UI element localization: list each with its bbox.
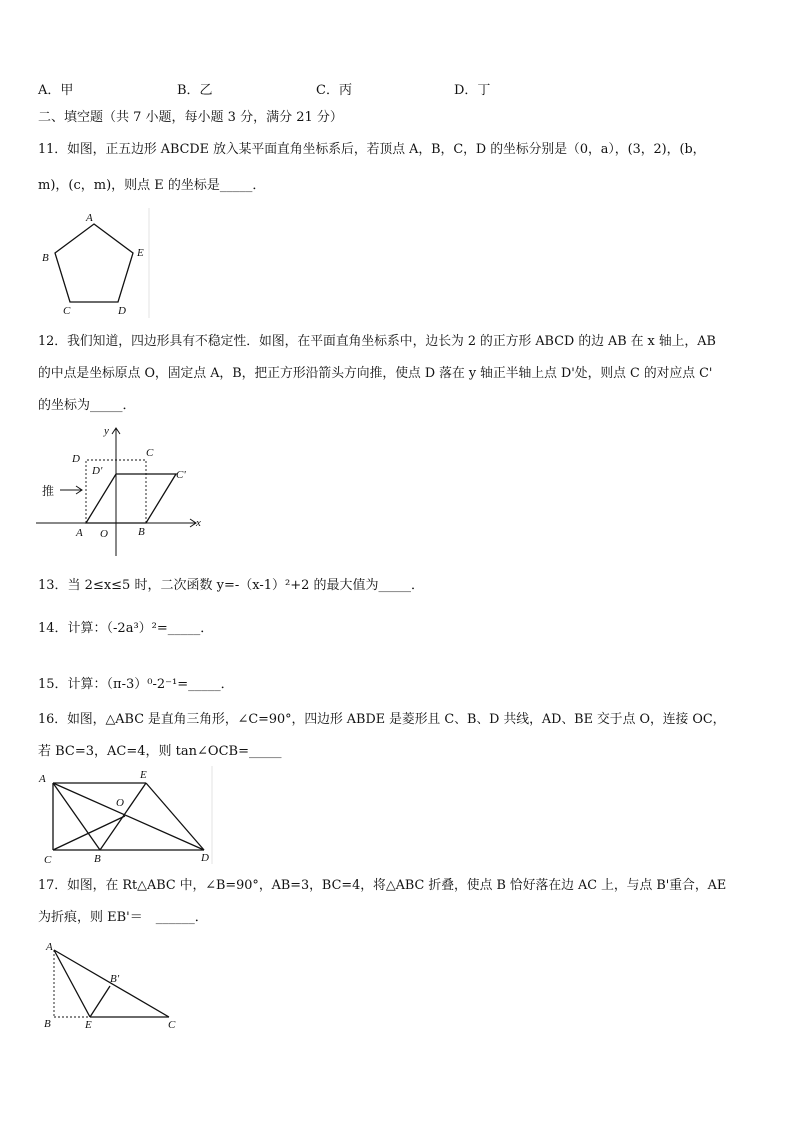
label-C: C: [168, 1019, 176, 1031]
q12-line1: 12．我们知道，四边形具有不稳定性．如图，在平面直角坐标系中，边长为 2 的正方形 ABCD 的边 AB 在 x 轴上，AB: [38, 334, 716, 349]
fold-triangle-figure: [38, 938, 188, 1034]
label-y: y: [104, 425, 109, 437]
q15-text: 15．计算：（π-3）⁰-2⁻¹=_____．: [38, 677, 234, 692]
label-D: D: [118, 305, 126, 317]
q17-line1: 17．如图，在 Rt△ABC 中，∠B=90°，AB=3，BC=4，将△ABC 折叠，使点 B 恰好落在边 AC 上，与点 B'重合，AE: [38, 878, 727, 893]
label-A: A: [76, 527, 83, 539]
q11-line1: 11．如图，正五边形 ABCDE 放入某平面直角坐标系后，若顶点 A，B，C，D 的坐标分别是（0，a），(3，2)，(b，: [38, 142, 706, 157]
label-B-prime: B': [110, 973, 120, 985]
q12-line3: 的坐标为_____．: [38, 398, 136, 413]
q16-line2: 若 BC=3，AC=4，则 tan∠OCB=_____: [38, 744, 282, 759]
label-E: E: [137, 247, 144, 259]
label-x: x: [196, 517, 201, 529]
label-A: A: [46, 941, 53, 953]
parallelogram: [86, 474, 176, 523]
label-O: O: [100, 528, 108, 540]
label-C-prime: C': [176, 469, 186, 481]
option-c: C．丙: [316, 83, 352, 98]
label-D: D: [201, 852, 209, 864]
label-B: B: [42, 252, 49, 264]
label-D: D: [72, 453, 80, 465]
option-a: A．甲: [38, 83, 74, 98]
q12-line2: 的中点是坐标原点 O，固定点 A，B，把正方形沿箭头方向推，使点 D 落在 y 轴正半轴上点 D'处，则点 C 的对应点 C': [38, 366, 713, 381]
q13-text: 13．当 2≤x≤5 时，二次函数 y=-（x-1）²+2 的最大值为_____．: [38, 578, 425, 593]
q17-line2: 为折痕，则 EB'＝ ______．: [38, 910, 208, 925]
parallelogram-axes-figure: [36, 422, 216, 556]
label-A: A: [86, 212, 93, 224]
label-E: E: [140, 769, 147, 781]
label-D-prime: D': [92, 465, 103, 477]
q16-line1: 16．如图，△ABC 是直角三角形，∠C=90°，四边形 ABDE 是菱形且 C、B、D 共线，AD、BE 交于点 O，连接 OC，: [38, 712, 726, 727]
section-heading: 二、填空题（共 7 小题，每小题 3 分，满分 21 分）: [38, 110, 343, 125]
label-C: C: [63, 305, 71, 317]
label-B: B: [138, 526, 145, 538]
label-O: O: [116, 797, 124, 809]
label-push: 推: [42, 484, 55, 498]
q14-text: 14．计算：（-2a³）²=_____．: [38, 621, 214, 636]
option-d: D．丁: [454, 83, 491, 98]
label-E: E: [85, 1019, 92, 1031]
label-A: A: [39, 773, 46, 785]
pentagon-figure: [36, 208, 152, 320]
label-C: C: [44, 854, 52, 866]
label-B: B: [94, 853, 101, 865]
rhombus-figure: [36, 766, 216, 866]
label-B: B: [44, 1018, 51, 1030]
q11-line2: m)，(c，m)，则点 E 的坐标是_____．: [38, 178, 266, 193]
label-C: C: [146, 447, 154, 459]
option-b: B．乙: [177, 83, 213, 98]
pentagon-shape: [55, 224, 133, 302]
